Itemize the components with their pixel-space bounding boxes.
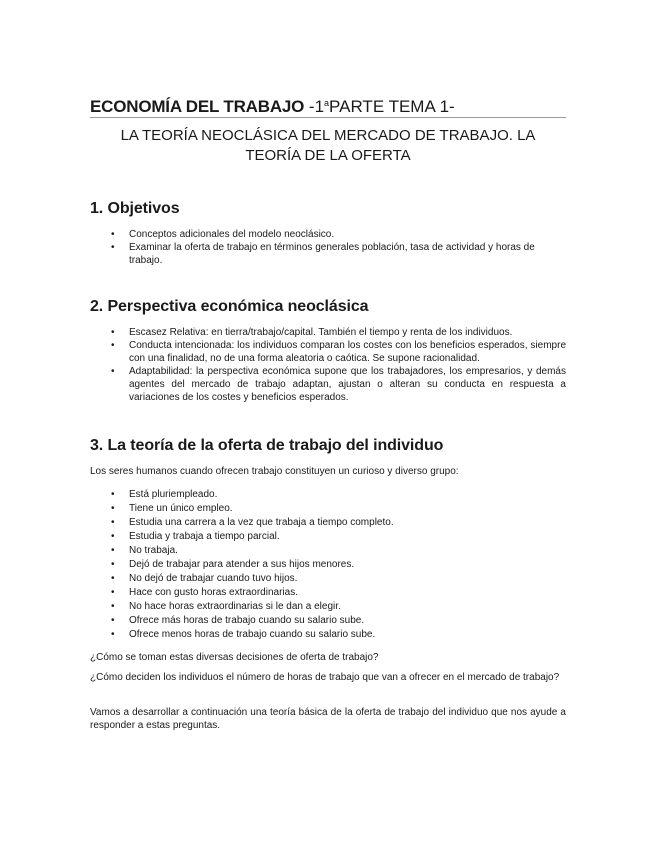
document-title-line-1: LA TEORÍA NEOCLÁSICA DEL MERCADO DE TRABAJO. LA xyxy=(120,127,536,144)
header-superscript: a xyxy=(324,98,330,108)
section-3-bullet: • No dejó de trabajar cuando tuvo hijos. xyxy=(108,572,566,586)
section-3-bullet: • Estudia una carrera a la vez que trabaja a tiempo completo. xyxy=(108,516,566,530)
header-rule xyxy=(90,117,566,118)
header-course-title: ECONOMÍA DEL TRABAJO xyxy=(90,97,305,116)
section-3-intro: Los seres humanos cuando ofrecen trabajo constituyen un curioso y diverso grupo: xyxy=(90,466,459,477)
section-1-bullet-list xyxy=(108,228,566,267)
section-3-bullet-list xyxy=(108,488,566,642)
section-3-bullet: • No hace horas extraordinarias si le dan a elegir. xyxy=(108,600,566,614)
section-3-heading: 3. La teoría de la oferta de trabajo del individuo xyxy=(90,437,444,454)
header-part-suffix: PARTE TEMA 1- xyxy=(329,97,455,116)
section-1-bullet: • Examinar la oferta de trabajo en términos generales población, tasa de actividad y horas de trabajo. xyxy=(108,241,566,267)
section-2-heading: 2. Perspectiva económica neoclásica xyxy=(90,298,369,315)
section-3-closing-paragraph: Vamos a desarrollar a continuación una teoría básica de la oferta de trabajo del individuo que nos ayude a responder a estas preguntas. xyxy=(90,707,566,731)
section-3-bullet: • Ofrece menos horas de trabajo cuando su salario sube. xyxy=(108,628,566,642)
header-part-prefix: -1 xyxy=(304,97,325,116)
section-3-question-2: ¿Cómo deciden los individuos el número de horas de trabajo que van a ofrecer en el mercado de trabajo? xyxy=(90,672,560,683)
section-3-bullet: • Hace con gusto horas extraordinarias. xyxy=(108,586,566,600)
section-3-bullet: • Está pluriempleado. xyxy=(108,488,566,502)
section-1-bullet: • Conceptos adicionales del modelo neoclásico. xyxy=(108,228,566,241)
section-3-bullet: • Tiene un único empleo. xyxy=(108,502,566,516)
section-3-bullet: • No trabaja. xyxy=(108,544,566,558)
section-2-bullet-list xyxy=(108,326,566,404)
section-2-bullet: • Conducta intencionada: los individuos comparan los costes con los beneficios esperados, siempre con una finalidad, no de una forma aleatoria o caótica. Se supone racionalidad. xyxy=(108,339,566,365)
document-title-line-2: TEORÍA DE LA OFERTA xyxy=(245,147,411,164)
section-2-bullet: • Adaptabilidad: la perspectiva económica supone que los trabajadores, los empresarios, y demás agentes del mercado de trabajo adaptan, ajustan o alteran su conducta en respuesta a variaciones de los costes y beneficios esperados. xyxy=(108,365,566,404)
document-title xyxy=(90,126,566,166)
section-1-heading: 1. Objetivos xyxy=(90,200,180,217)
section-3-bullet: • Estudia y trabaja a tiempo parcial. xyxy=(108,530,566,544)
section-3-question-1: ¿Cómo se toman estas diversas decisiones de oferta de trabajo? xyxy=(90,652,379,663)
document-header xyxy=(90,92,566,118)
section-2-bullet: • Escasez Relativa: en tierra/trabajo/capital. También el tiempo y renta de los individuos. xyxy=(108,326,566,339)
section-3-bullet: • Ofrece más horas de trabajo cuando su salario sube. xyxy=(108,614,566,628)
section-3-bullet: • Dejó de trabajar para atender a sus hijos menores. xyxy=(108,558,566,572)
